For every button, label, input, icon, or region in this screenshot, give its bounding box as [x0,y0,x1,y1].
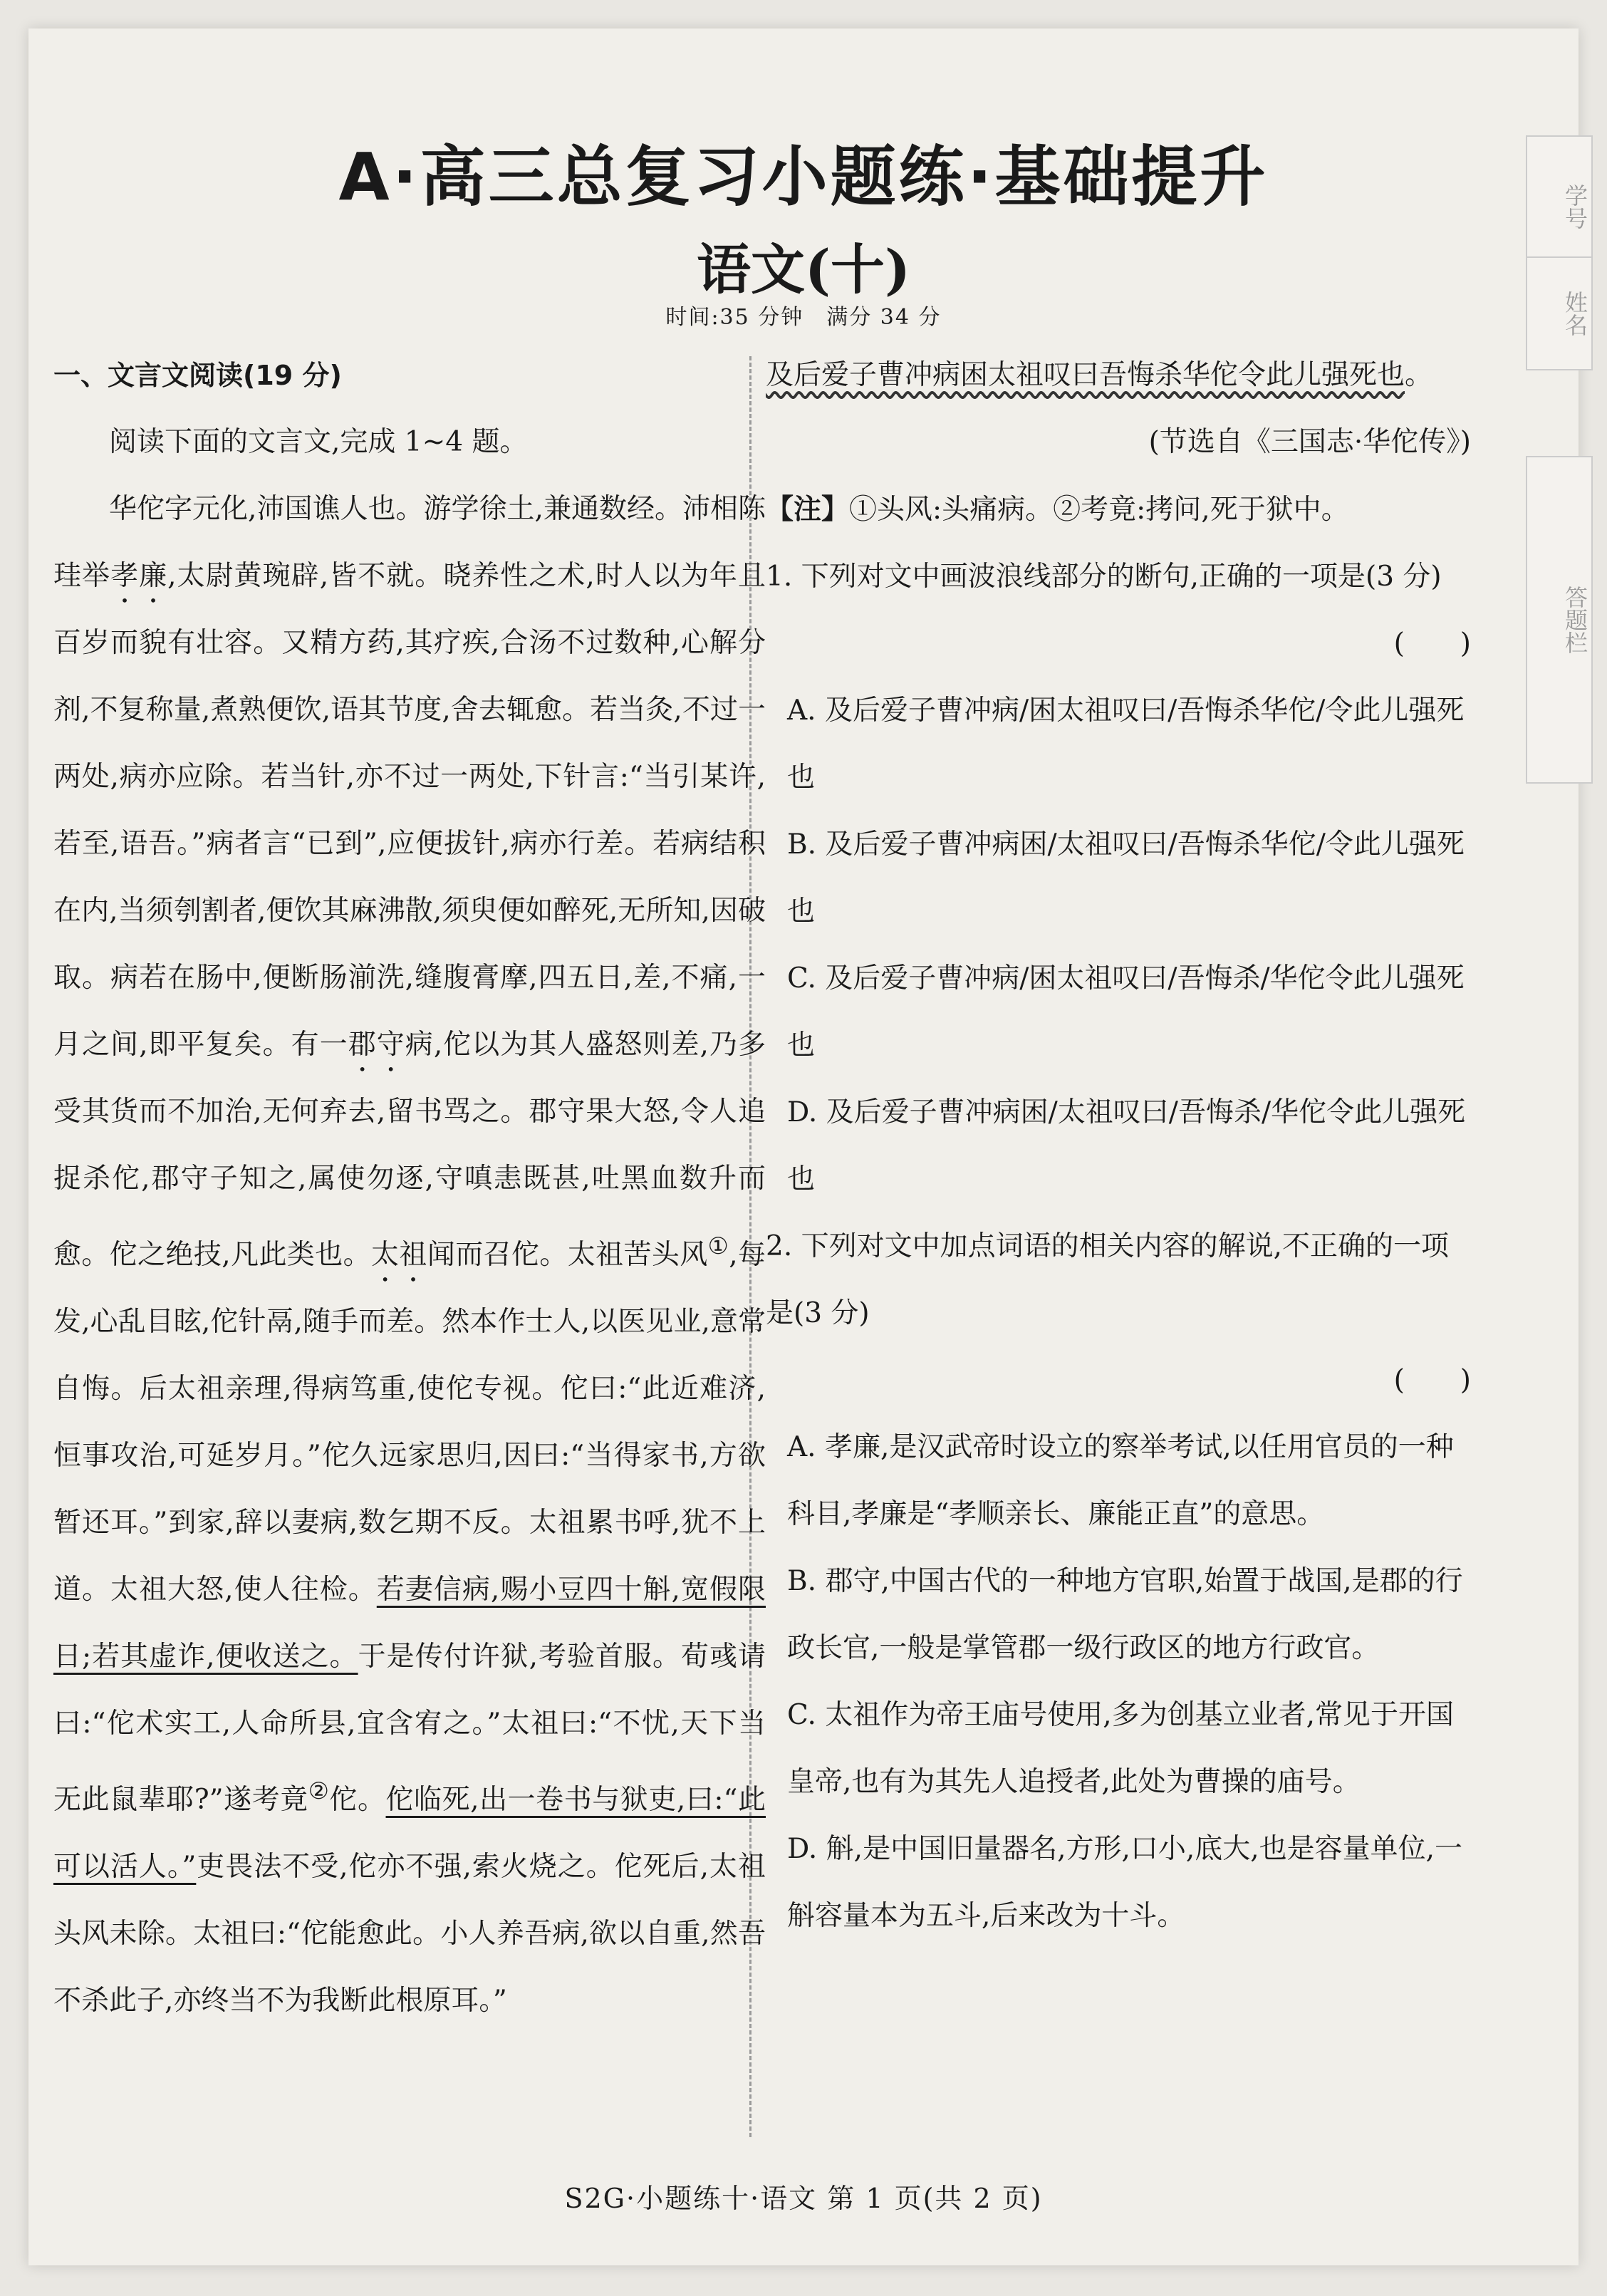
question-1-option-b: B. 及后爱子曹冲病困/太祖叹曰/吾悔杀华佗/令此儿强死也 [787,828,1465,928]
underlined-sentence-1: 若妻信病,赐小豆四十斛,宽假限日;若其虚诈,便收送之。 [53,1574,766,1673]
time-and-score: 时间:35 分钟 满分 34 分 [665,305,942,330]
right-column [766,342,1471,1950]
question-1 [766,544,1471,1213]
question-1-option-c: C. 及后爱子曹冲病/困太祖叹曰/吾悔杀/华佗令此儿强死也 [787,962,1465,1061]
question-2-option-d: D. 斛,是中国旧量器名,方形,口小,底大,也是容量单位,一斛容量本为五斗,后来改为十斗。 [787,1833,1463,1932]
subject-title: 语文(十) [697,238,910,301]
side-tab-name: 姓名 [1526,256,1593,370]
left-column [53,342,766,2035]
question-2-stem: 2. 下列对文中加点词语的相关内容的解说,不正确的一项是(3 分) [766,1230,1450,1329]
answer-blank-1[interactable]: ( ) [1393,628,1471,660]
passage-source: (节选自《三国志·华佗传》) [1148,426,1471,458]
question-1-stem: 1. 下列对文中画波浪线部分的断句,正确的一项是(3 分) [766,561,1442,593]
side-tab-student-id: 学号 [1526,135,1593,278]
question-2-option-c: C. 太祖作为帝王庙号使用,多为创基立业者,常见于开国皇帝,也有为其先人追授者,此处为曹操的庙号。 [787,1699,1455,1798]
side-tab-answer-column: 答题栏 [1526,456,1593,784]
question-1-option-d: D. 及后爱子曹冲病困/太祖叹曰/吾悔杀/华佗令此儿强死也 [787,1096,1466,1195]
annotation: 【注】①头风:头痛病。②考竟:拷问,死于狱中。 [766,493,1349,526]
page-footer: S2G·小题练十·语文 第 1 页(共 2 页) [564,2183,1043,2214]
question-2-option-a: A. 孝廉,是汉武帝时设立的察举考试,以任用官员的一种科目,孝廉是“孝顺亲长、廉能正直”的意思。 [787,1431,1454,1530]
note-mark-2: ② [308,1777,330,1804]
exam-series-title: A·高三总复习小题练·基础提升 [338,139,1269,215]
question-2 [766,1213,1471,1950]
dotted-term-xiaolian: 孝廉 [110,560,168,592]
dotted-term-taizu: 太祖 [371,1239,427,1271]
passage-ending: 及后爱子曹冲病困太祖叹曰吾悔杀华佗令此儿强死也。 [766,359,1433,391]
question-2-option-b: B. 郡守,中国古代的一种地方官职,始置于战国,是郡的行政长官,一般是掌管郡一级行政区的地方行政官。 [787,1565,1463,1664]
instruction: 阅读下面的文言文,完成 1~4 题。 [109,426,528,458]
question-1-option-a: A. 及后爱子曹冲病/困太祖叹曰/吾悔杀华佗/令此儿强死也 [787,695,1465,794]
section-title: 一、文言文阅读(19 分) [53,360,342,391]
passage-text: 华佗字元化,沛国谯人也。游学徐土,兼通数经。沛相陈珪举孝廉,太尉黄琬辟,皆不就。晓养性之术,时人以为年且百岁而貌有壮容。又精方药,其疗疾,合汤不过数种,心解分剂,不复称量,煮熟便饮,语其节度,舍去辄愈。若当灸,不过一两处,病亦应除。若当针,亦不过一两处,下针言:“当引某许,若至,语吾。”病者言“已到”,应便拔针,病亦行差。若病结积在内,当须刳割者,便饮其麻沸散,须臾便如醉死,无所知,因破取。病若在肠中,便断肠湔洗,缝腹膏摩,四五日,差,不痛,一月之间,即平复矣。有一郡守病,佗以为其人盛怒则差,乃多受其货而不加治,无何弃去,留书骂之。郡守果大怒,令人追捉杀佗,郡守子知之,属使勿逐,守嗔恚既甚,吐黑血数升而愈。佗之绝技,凡此类也。太祖闻而召佗。太祖苦头风①,每发,心乱目眩,佗针鬲,随手而差。然本作士人,以医见业,意常自悔。后太祖亲理,得病笃重,使佗专视。佗曰:“此近难济,恒事攻治,可延岁月。”佗久远家思归,因曰:“当得家书,方欲暂还耳。”到家,辞以妻病,数乞期不反。太祖累书呼,犹不上道。太祖大怒,使人往检。若妻信病,赐小豆四十斛,宽假限日;若其虚诈,便收送之。于是传付许狱,考验首服。荀彧请曰:“佗术实工,人命所县,宜含宥之。”太祖曰:“不忧,天下当无此鼠辈耶?”遂考竟②佗。佗临死,出一卷书与狱吏,曰:“此可以活人。”吏畏法不受,佗亦不强,索火烧之。佗死后,太祖头风未除。太祖曰:“佗能愈此。小人养吾病,欲以自重,然吾不杀此子,亦终当不为我断此根原耳。” [53,493,766,2017]
underlined-sentence-2: 佗临死,出一卷书与狱吏,曰:“此可以活人。” [53,1784,766,1883]
wavy-underlined-sentence: 及后爱子曹冲病困太祖叹曰吾悔杀华佗令此儿强死也 [766,359,1405,391]
note-mark-1: ① [707,1232,729,1259]
dotted-term-junshou: 郡守 [348,1029,405,1061]
answer-blank-2[interactable]: ( ) [1393,1364,1471,1396]
